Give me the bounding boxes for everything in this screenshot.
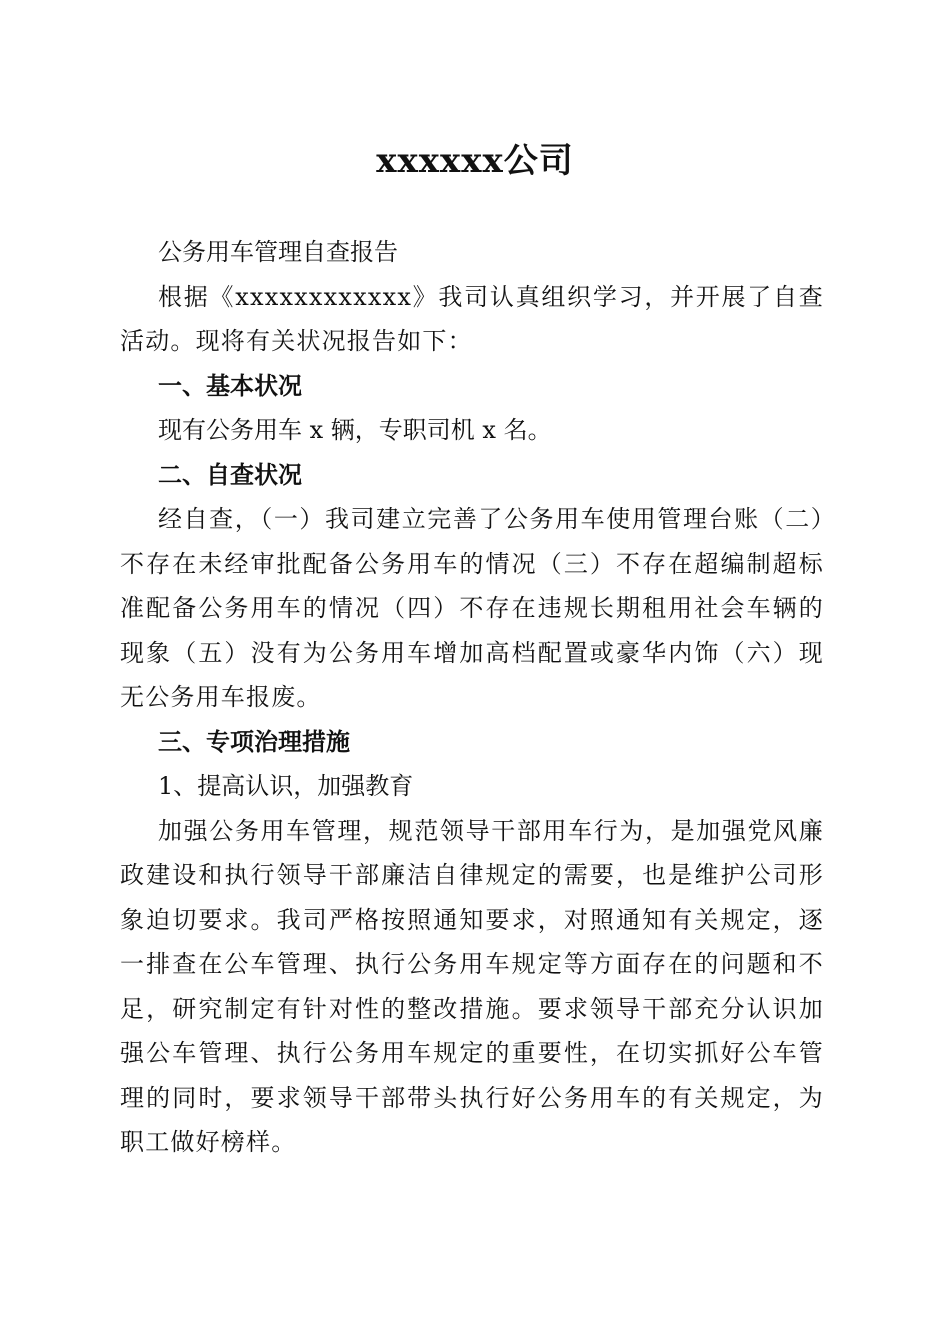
measures-subheading: 1、提高认识，加强教育 [158, 772, 414, 800]
section-heading-self-check: 二、自查状况 [158, 460, 302, 489]
basic-status-paragraph: 现有公务用车 x 辆，专职司机 x 名。 [158, 416, 552, 444]
document-body [120, 230, 824, 1165]
report-title: 公务用车管理自查报告 [158, 238, 398, 266]
section-heading-basic: 一、基本状况 [158, 371, 302, 400]
section-heading-measures: 三、专项治理措施 [158, 727, 350, 756]
intro-paragraph: 根据《xxxxxxxxxxxx》我司认真组织学习，并开展了自查活动。现将有关状况报告如下： [120, 282, 824, 355]
measures-paragraph: 加强公务用车管理，规范领导干部用车行为，是加强党风廉政建设和执行领导干部廉洁自律规定的需要，也是维护公司形象迫切要求。我司严格按照通知要求，对照通知有关规定，逐一排查在公车管理、执行公务用车规定等方面存在的问题和不足，研究制定有针对性的整改措施。要求领导干部充分认识加强公车管理、执行公务用车规定的重要性，在切实抓好公车管理的同时，要求领导干部带头执行好公务用车的有关规定，为职工做好榜样。 [120, 816, 824, 1156]
self-check-paragraph: 经自查，（一）我司建立完善了公务用车使用管理台账（二）不存在未经审批配备公务用车的情况（三）不存在超编制超标准配备公务用车的情况（四）不存在违规长期租用社会车辆的现象（五）没有为公务用车增加高档配置或豪华内饰（六）现无公务用车报废。 [120, 505, 824, 711]
company-title: xxxxxx公司 [376, 141, 574, 181]
